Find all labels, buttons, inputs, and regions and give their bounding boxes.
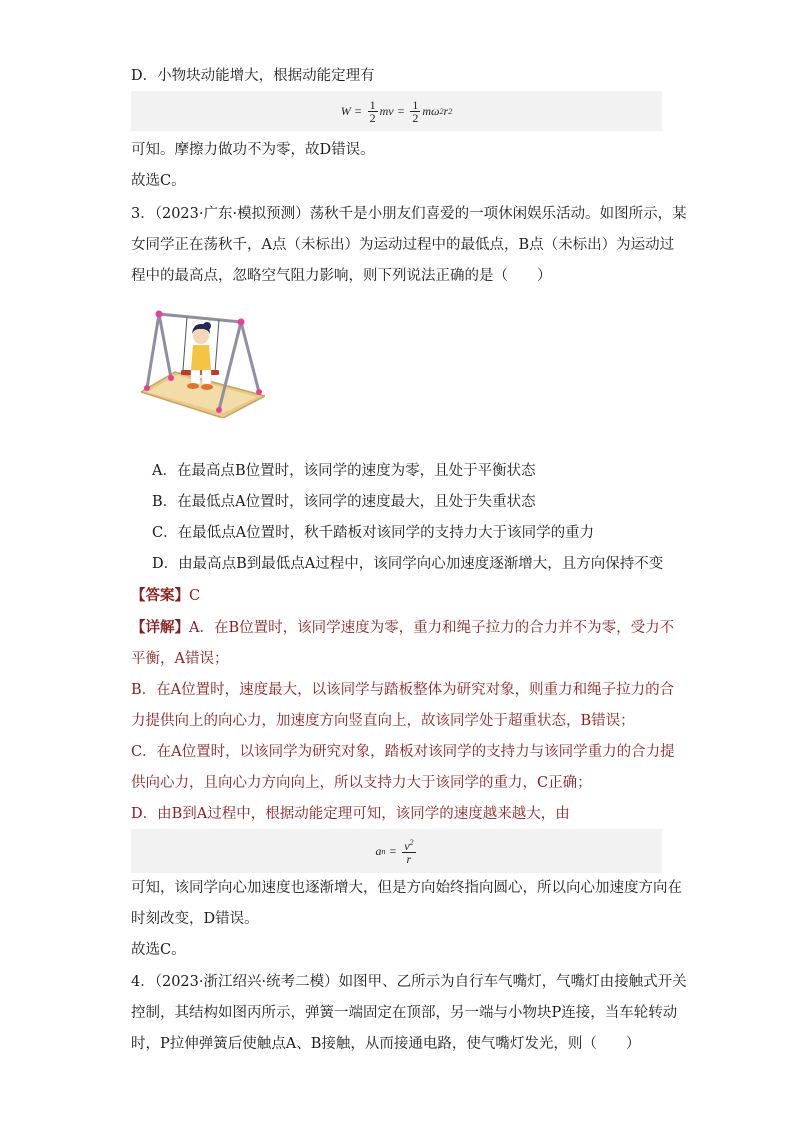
q2-formula-box: [131, 91, 662, 131]
q3-stem-line-1: 3．（2023·广东·模拟预测）荡秋千是小朋友们喜爱的一项休闲娱乐活动。如图所示，某: [131, 206, 687, 222]
q2-answer-choice: 故选C。: [131, 173, 186, 189]
girl-shoe-right: [201, 384, 213, 390]
q3-detail-a-line-2: 平衡，A错误；: [131, 651, 229, 667]
q3-answer-choice: 故选C。: [131, 942, 186, 958]
q2-option-d-text: D．小物块动能增大，根据动能定理有: [131, 68, 375, 84]
q3-option-d: D．由最高点B到最低点A过程中，该同学向心加速度逐渐增大，且方向保持不变: [152, 556, 664, 572]
formula-eq: =: [354, 103, 362, 118]
swing-left-back-leg: [159, 314, 171, 378]
swing-top-bar: [159, 314, 241, 322]
q3-detail-b-line-2: 力提供向上的向心力，加速度方向竖直向上，故该同学处于超重状态，B错误；: [131, 713, 635, 729]
q3-conclusion-line-2: 时刻改变，D错误。: [131, 911, 259, 927]
swing-rope-right: [215, 320, 219, 372]
girl-face: [193, 328, 209, 344]
joint-top-right: [238, 319, 245, 326]
q3-detail-c-line-2: 供向心力，且向心力方向向上，所以支持力大于该同学的重力，C正确；: [131, 775, 592, 791]
answer-value: C: [189, 588, 201, 604]
detail-label: 【详解】: [131, 619, 189, 636]
answer-label: 【答案】: [131, 587, 189, 604]
swing-right-back-leg: [241, 322, 259, 392]
girl-shoe-left: [187, 383, 199, 389]
formula-w: W: [340, 103, 351, 118]
q3-formula-box: [131, 829, 662, 873]
joint-foot-2: [168, 375, 174, 381]
q3-detail-a-line-1: 【详解】A．在B位置时，该同学速度为零，重力和绳子拉力的合力并不为零，受力不: [131, 619, 675, 636]
q3-option-a: A．在最高点B位置时，该同学的速度为零，且处于平衡状态: [152, 463, 536, 479]
formula-half-2: $\frac{1}{2}$: [412, 97, 419, 125]
q2-conclusion: 可知。摩擦力做功不为零，故D错误。: [131, 142, 375, 158]
joint-top-left: [156, 311, 163, 318]
girl-leg-left: [191, 370, 200, 384]
girl-leg-right: [202, 370, 211, 384]
joint-foot-1: [144, 385, 150, 391]
q3-detail-b-line-1: B．在A位置时，速度最大，以该同学与踏板整体为研究对象，则重力和绳子拉力的合: [131, 682, 675, 698]
q3-answer: [131, 586, 200, 606]
girl-hair-bun: [203, 322, 211, 330]
formula-fraction: $\frac{v^2}{r}$: [404, 838, 414, 866]
q3-option-b: B．在最低点A位置时，该同学的速度最大，且处于失重状态: [152, 494, 536, 510]
joint-foot-4: [256, 389, 262, 395]
q3-detail-d-line-1: D．由B到A过程中，根据动能定理可知，该同学的速度越来越大，由: [131, 806, 570, 822]
q3-detail-c-line-1: C．在A位置时，以该同学为研究对象，踏板对该同学的支持力与该同学重力的合力提: [131, 744, 675, 760]
formula-eq-2: =: [397, 103, 405, 118]
swing-illustration: [141, 300, 265, 418]
q3-option-c: C．在最低点A位置时，秋千踏板对该同学的支持力大于该同学的重力: [152, 525, 595, 541]
q4-stem-line-2: 控制，其结构如图丙所示，弹簧一端固定在顶部，另一端与小物块P连接，当车轮转动: [131, 1005, 678, 1021]
q3-conclusion-line-1: 可知，该同学向心加速度也逐渐增大，但是方向始终指向圆心，所以向心加速度方向在: [131, 880, 682, 896]
q3-stem-line-3: 程中的最高点，忽略空气阻力影响，则下列说法正确的是（ ）: [131, 268, 552, 284]
q4-stem-line-3: 时，P拉伸弹簧后使触点A、B接触，从而接通电路，使气嘴灯发光，则（ ）: [131, 1036, 641, 1052]
q2-work-formula: W = $\frac{1}{2}$ mv = $\frac{1}{2}$ m ω 2 r 2: [340, 97, 453, 125]
joint-foot-3: [216, 407, 222, 413]
formula-half-1: $\frac{1}{2}$: [369, 97, 376, 125]
swing-rope-left: [183, 317, 187, 370]
centripetal-acceleration-formula: a n = $\frac{v^2}{r}$: [375, 838, 414, 866]
q3-stem-line-2: 女同学正在荡秋千，A点（未标出）为运动过程中的最低点，B点（未标出）为运动过: [131, 237, 675, 253]
swing-left-front-leg: [147, 314, 159, 388]
q4-stem-line-1: 4．（2023·浙江绍兴·统考二模）如图甲、乙所示为自行车气嘴灯，气嘴灯由接触式开关: [131, 974, 687, 990]
girl-dress: [191, 345, 211, 370]
formula-mv: mv: [379, 103, 394, 118]
